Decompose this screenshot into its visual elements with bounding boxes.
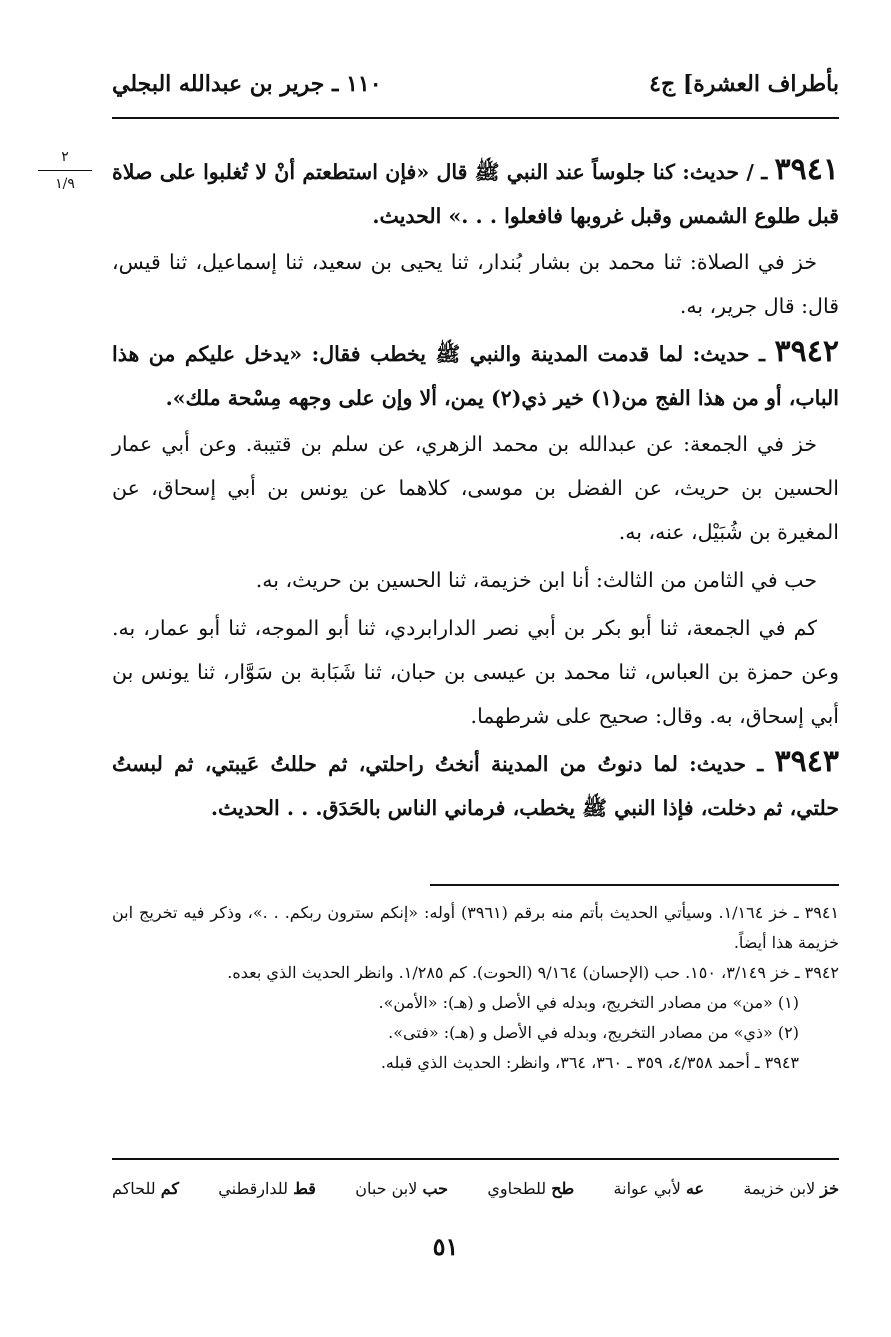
hadith-text: ـ / حديث: كنا جلوساً عند النبي ﷺ قال «فإن استطعتم أنْ لا تُغلبوا على صلاة قبل طلوع الشمس وقبل غروبها فافعلوا . . .» الحديث. [112,160,839,228]
margin-note-bottom: ١/٩ [55,176,75,193]
running-head-volume: بأطراف العشرة] ج٤ [649,71,839,97]
hadith-number: ٣٩٤٢ [774,334,839,369]
footnote: (١) «من» من مصادر التخريج، وبدله في الأصل و (هـ): «الأمن». [378,993,799,1012]
page-number: ٥١ [432,1232,459,1261]
abbreviation-item: قط للدارقطني [218,1178,316,1198]
hadith-number: ٣٩٤٣ [774,744,839,779]
margin-note-rule [38,170,92,171]
margin-note-top: ٢ [61,149,69,165]
abbreviations-divider [112,1158,839,1160]
hadith-text: ـ حديث: لما قدمت المدينة والنبي ﷺ يخطب فقال: «يدخل عليكم من هذا الباب، أو من هذا الفج من(١) خير ذي(٢) يمن، ألا وإن على وجهه مِسْحة ملك». [112,342,839,410]
footnotes [112,898,839,1078]
source-paragraph: كم في الجمعة، ثنا أبو بكر بن أبي نصر الدارابردي، ثنا أبو الموجه، ثنا أبو عمار، به. وعن حمزة بن العباس، ثنا محمد بن عيسى بن حبان، ثنا شَبَابة بن سَوَّار، ثنا يونس بن أبي إسحاق، به. وقال: صحيح على شرطهما. [112,616,839,728]
source-paragraph: خز في الجمعة: عن عبدالله بن محمد الزهري، عن سلم بن قتيبة. وعن أبي عمار الحسين بن حريث، عن الفضل بن موسى، كلاهما عن يونس بن أبي إسحاق، عن المغيرة بن شُبَيْل، عنه، به. [112,432,839,544]
hadith-number: ٣٩٤١ [774,152,839,187]
hadith-entry [112,148,839,238]
footnote-divider [430,884,839,886]
source-paragraph: خز في الصلاة: ثنا محمد بن بشار بُندار، ثنا يحيى بن سعيد، ثنا إسماعيل، ثنا قيس، قال: قال جرير، به. [112,250,839,318]
abbreviation-item: خز لابن خزيمة [743,1178,839,1198]
abbreviation-item: كم للحاكم [112,1178,179,1198]
hadith-text: ـ حديث: لما دنوتُ من المدينة أنختُ راحلتي، ثم حللتُ عَيبتي، ثم لبستُ حلتي، ثم دخلت، فإذا النبي ﷺ يخطب، فرماني الناس بالحَدَق. . . الحديث. [112,752,839,820]
abbreviation-item: طح للطحاوي [487,1178,575,1198]
footnote: ٣٩٤٢ ـ خز ٣/١٤٩، ١٥٠. حب (الإحسان) ٩/١٦٤ (الحوت). كم ١/٢٨٥. وانظر الحديث الذي بعده. [227,963,839,982]
source-paragraph: حب في الثامن من الثالث: أنا ابن خزيمة، ثنا الحسين بن حريث، به. [255,568,817,592]
header-divider [112,117,839,119]
footnote: ٣٩٤٣ ـ أحمد ٤/٣٥٨، ٣٥٩ ـ ٣٦٠، ٣٦٤، وانظر: الحديث الذي قبله. [380,1053,799,1072]
margin-note [38,148,92,193]
running-head-chapter: ١١٠ ـ جرير بن عبدالله البجلي [112,71,382,97]
main-text [112,148,839,830]
running-head [112,62,839,106]
abbreviation-item: عه لأبي عوانة [613,1178,705,1198]
hadith-entry [112,330,839,420]
footnote: ٣٩٤١ ـ خز ١/١٦٤. وسيأتي الحديث بأتم منه برقم (٣٩٦١) أوله: «إنكم سترون ربكم. . .»، وذكر فيه تخريج ابن خزيمة هذا أيضاً. [112,903,839,952]
abbreviation-item: حب لابن حبان [355,1178,449,1198]
abbreviations-key [112,1172,839,1204]
footnote: (٢) «ذي» من مصادر التخريج، وبدله في الأصل و (هـ): «فتى». [388,1023,799,1042]
hadith-entry [112,740,839,830]
